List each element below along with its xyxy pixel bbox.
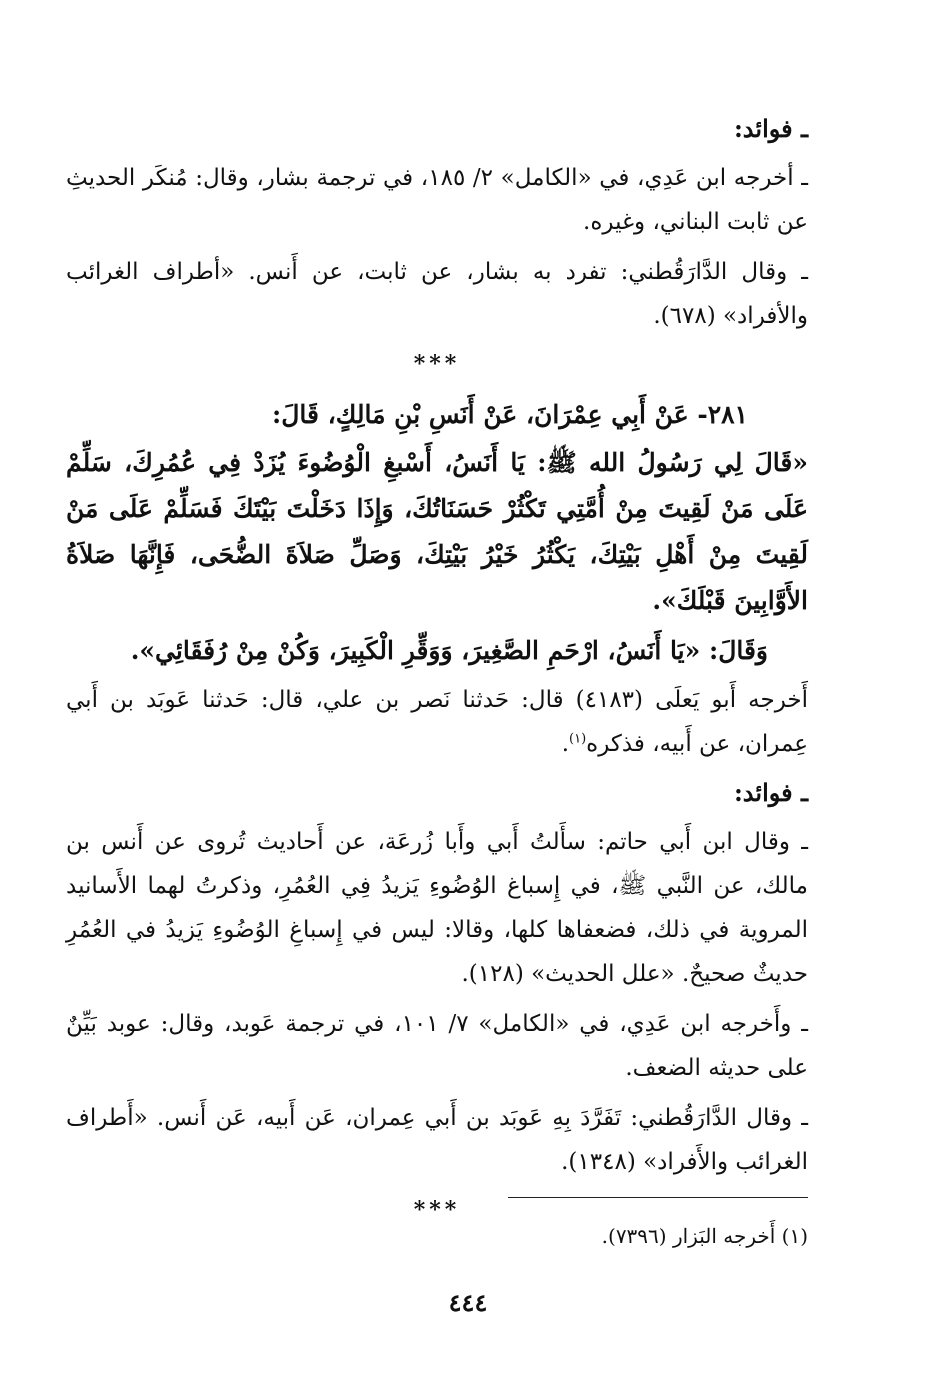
section-heading-benefits: ـ فوائد: — [733, 114, 808, 143]
separator-stars: *** — [413, 1197, 461, 1223]
paragraph: ـ وقال ابن أَبي حاتم: سأَلتُ أَبي وأَبا زُرعَة، عن أَحاديث تُروى عن أَنس بن مالك، عن النَّبي ﷺ، في إِسباغ الوُضُوءِ يَزيدُ فِي العُمُرِ، وذكرتُ لهما الأَسانيد المروية في ذلك، فضعفاها كلها، وقالا: ليس في إِسباغِ الوُضُوءِ يَزيدُ في العُمُرِ حديثٌ صحيحٌ. «علل الحديث» (١٢٨). — [66, 829, 808, 987]
footnote-reference[interactable]: (١) — [569, 731, 587, 747]
footnote-divider — [508, 1197, 808, 1198]
paragraph: ـ وأَخرجه ابن عَدِي، في «الكامل» ٧/ ١٠١، في ترجمة عَوبد، وقال: عوبد بَيِّنٌ على حديثه الضعف. — [66, 1011, 808, 1081]
hadith-chain: ٢٨١- عَنْ أَبِي عِمْرَانَ، عَنْ أَنَسِ بْنِ مَالِكٍ، قَالَ: — [272, 400, 748, 429]
page-number: ٤٤٤ — [448, 1288, 488, 1317]
takhrij-text: أَخرجه أَبو يَعلَى (٤١٨٣) قال: حَدثنا نَصر بن علي، قال: حَدثنا عَوبَد بن أَبي عِمران، عن أَبيه، فذكره — [66, 687, 808, 757]
section-heading-benefits: ـ فوائد: — [733, 778, 808, 807]
paragraph: ـ وقال الدَّارَقُطني: تفرد به بشار، عن ثابت، عن أَنس. «أطراف الغرائب والأفراد» (٦٧٨). — [66, 259, 808, 329]
hadith-text: «قَالَ لِي رَسُولُ الله ﷺ: يَا أَنَسُ، أَسْبغِ الْوُضُوءَ يُزَدْ فِي عُمُرِكَ، سَلِّمْ عَلَى مَنْ لَقِيتَ مِنْ أُمَّتِي تَكْثُرْ حَسَنَاتُكَ، وَإِذَا دَخَلْتَ بَيْتَكَ فَسَلِّمْ عَلَى مَنْ لَقِيتَ مِنْ أَهْلِ بَيْتِكَ، يَكْثُرُ خَيْرُ بَيْتِكَ، وَصَلِّ صَلاَةَ الضُّحَى، فَإِنَّهَا صَلاَةُ الأَوَّابِينَ قَبْلَكَ». — [66, 448, 808, 615]
hadith-takhrij — [66, 678, 808, 766]
separator-stars: *** — [413, 351, 461, 377]
hadith-text-continued: وَقَالَ: «يَا أَنَسُ، ارْحَمِ الصَّغِيرَ، وَوَقِّرِ الْكَبِيرَ، وَكُنْ مِنْ رُفَقَائِي». — [130, 636, 768, 665]
takhrij-end: . — [561, 731, 570, 757]
paragraph: ـ أخرجه ابن عَدِي، في «الكامل» ٢/ ١٨٥، في ترجمة بشار، وقال: مُنكَر الحديثِ عن ثابت البناني، وغيره. — [66, 165, 809, 235]
paragraph: ـ وقال الدَّارَقُطني: تَفَرَّدَ بِهِ عَوبَد بن أَبي عِمران، عَن أَبيه، عَن أَنس. «أَطراف الغرائب والأَفراد» (١٣٤٨). — [66, 1105, 808, 1175]
footnote: (١) أَخرجه البَزار (٧٣٩٦). — [601, 1224, 808, 1248]
